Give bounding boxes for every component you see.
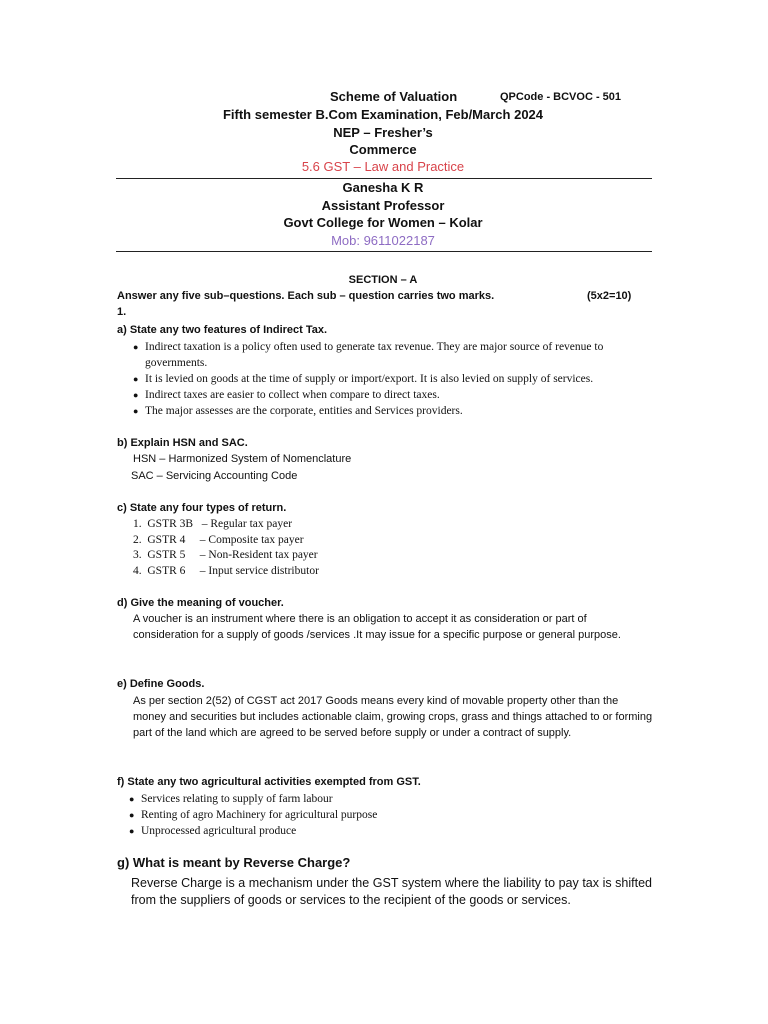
question-c: c) State any four types of return. bbox=[117, 502, 287, 514]
answer-c-item: 2. GSTR 4 – Composite tax payer bbox=[133, 533, 304, 546]
section-title: SECTION – A bbox=[348, 274, 418, 286]
question-b: b) Explain HSN and SAC. bbox=[117, 437, 248, 449]
scheme-title: Scheme of Valuation bbox=[330, 89, 458, 104]
answer-a-item: ● Indirect taxation is a policy often used to generate tax revenue. They are major source of revenue to governments. bbox=[133, 339, 653, 371]
answer-c-item: 4. GSTR 6 – Input service distributor bbox=[133, 564, 319, 577]
question-number: 1. bbox=[117, 306, 127, 318]
question-g: g) What is meant by Reverse Charge? bbox=[117, 855, 351, 870]
answer-f-item: ● Services relating to supply of farm labour bbox=[129, 791, 649, 807]
header-divider-top bbox=[116, 178, 652, 179]
answer-a-item: ● It is levied on goods at the time of supply or import/export. It is also levied on supply of services. bbox=[133, 371, 653, 387]
question-a: a) State any two features of Indirect Tax. bbox=[117, 324, 328, 336]
question-d: d) Give the meaning of voucher. bbox=[117, 597, 284, 609]
question-e: e) Define Goods. bbox=[117, 678, 205, 690]
answer-a-item: ● The major assesses are the corporate, entities and Services providers. bbox=[133, 403, 653, 419]
answer-f-item: ● Unprocessed agricultural produce bbox=[129, 823, 649, 839]
answer-c-list bbox=[133, 517, 319, 579]
author-college: Govt College for Women – Kolar bbox=[283, 215, 483, 230]
answer-c-item: 1. GSTR 3B – Regular tax payer bbox=[133, 518, 293, 530]
section-marks: (5x2=10) bbox=[587, 290, 632, 302]
nep-label: NEP – Fresher’s bbox=[333, 125, 433, 140]
answer-f-list bbox=[129, 791, 649, 839]
author-mobile: Mob: 9611022187 bbox=[331, 233, 435, 248]
answer-g-text: Reverse Charge is a mechanism under the GST system where the liability to pay tax is shifted from the suppliers of goods or services to the recipient of the goods or services. bbox=[131, 876, 652, 907]
answer-b-sac: SAC – Servicing Accounting Code bbox=[131, 470, 298, 482]
subject-title: 5.6 GST – Law and Practice bbox=[301, 159, 465, 174]
qp-code: QPCode - BCVOC - 501 bbox=[500, 91, 622, 103]
answer-f-item: ● Renting of agro Machinery for agricultural purpose bbox=[129, 807, 649, 823]
answer-c-item: 3. GSTR 5 – Non-Resident tax payer bbox=[133, 549, 318, 561]
author-designation: Assistant Professor bbox=[321, 198, 445, 213]
answer-a-item: ● Indirect taxes are easier to collect when compare to direct taxes. bbox=[133, 387, 653, 403]
question-f: f) State any two agricultural activities exempted from GST. bbox=[117, 776, 421, 788]
answer-b-hsn: HSN – Harmonized System of Nomenclature bbox=[133, 453, 352, 465]
answer-a-list bbox=[133, 339, 653, 419]
author-name: Ganesha K R bbox=[342, 180, 424, 195]
header-divider-bottom bbox=[116, 251, 652, 252]
stream-label: Commerce bbox=[349, 142, 417, 157]
answer-d-text: A voucher is an instrument where there is an obligation to accept it as consideration or part of consideration for a supply of goods /services .It may issue for a specific purpose or general purpose. bbox=[133, 613, 621, 642]
section-instruction: Answer any five sub–questions. Each sub – question carries two marks. bbox=[117, 290, 495, 302]
exam-title: Fifth semester B.Com Examination, Feb/March 2024 bbox=[222, 107, 544, 122]
answer-e-text: As per section 2(52) of CGST act 2017 Goods means every kind of movable property other than the money and securities but includes actionable claim, growing crops, grass and things attached to or forming part of the land which are agreed to be served before supply or under a contract of supply. bbox=[133, 695, 653, 740]
